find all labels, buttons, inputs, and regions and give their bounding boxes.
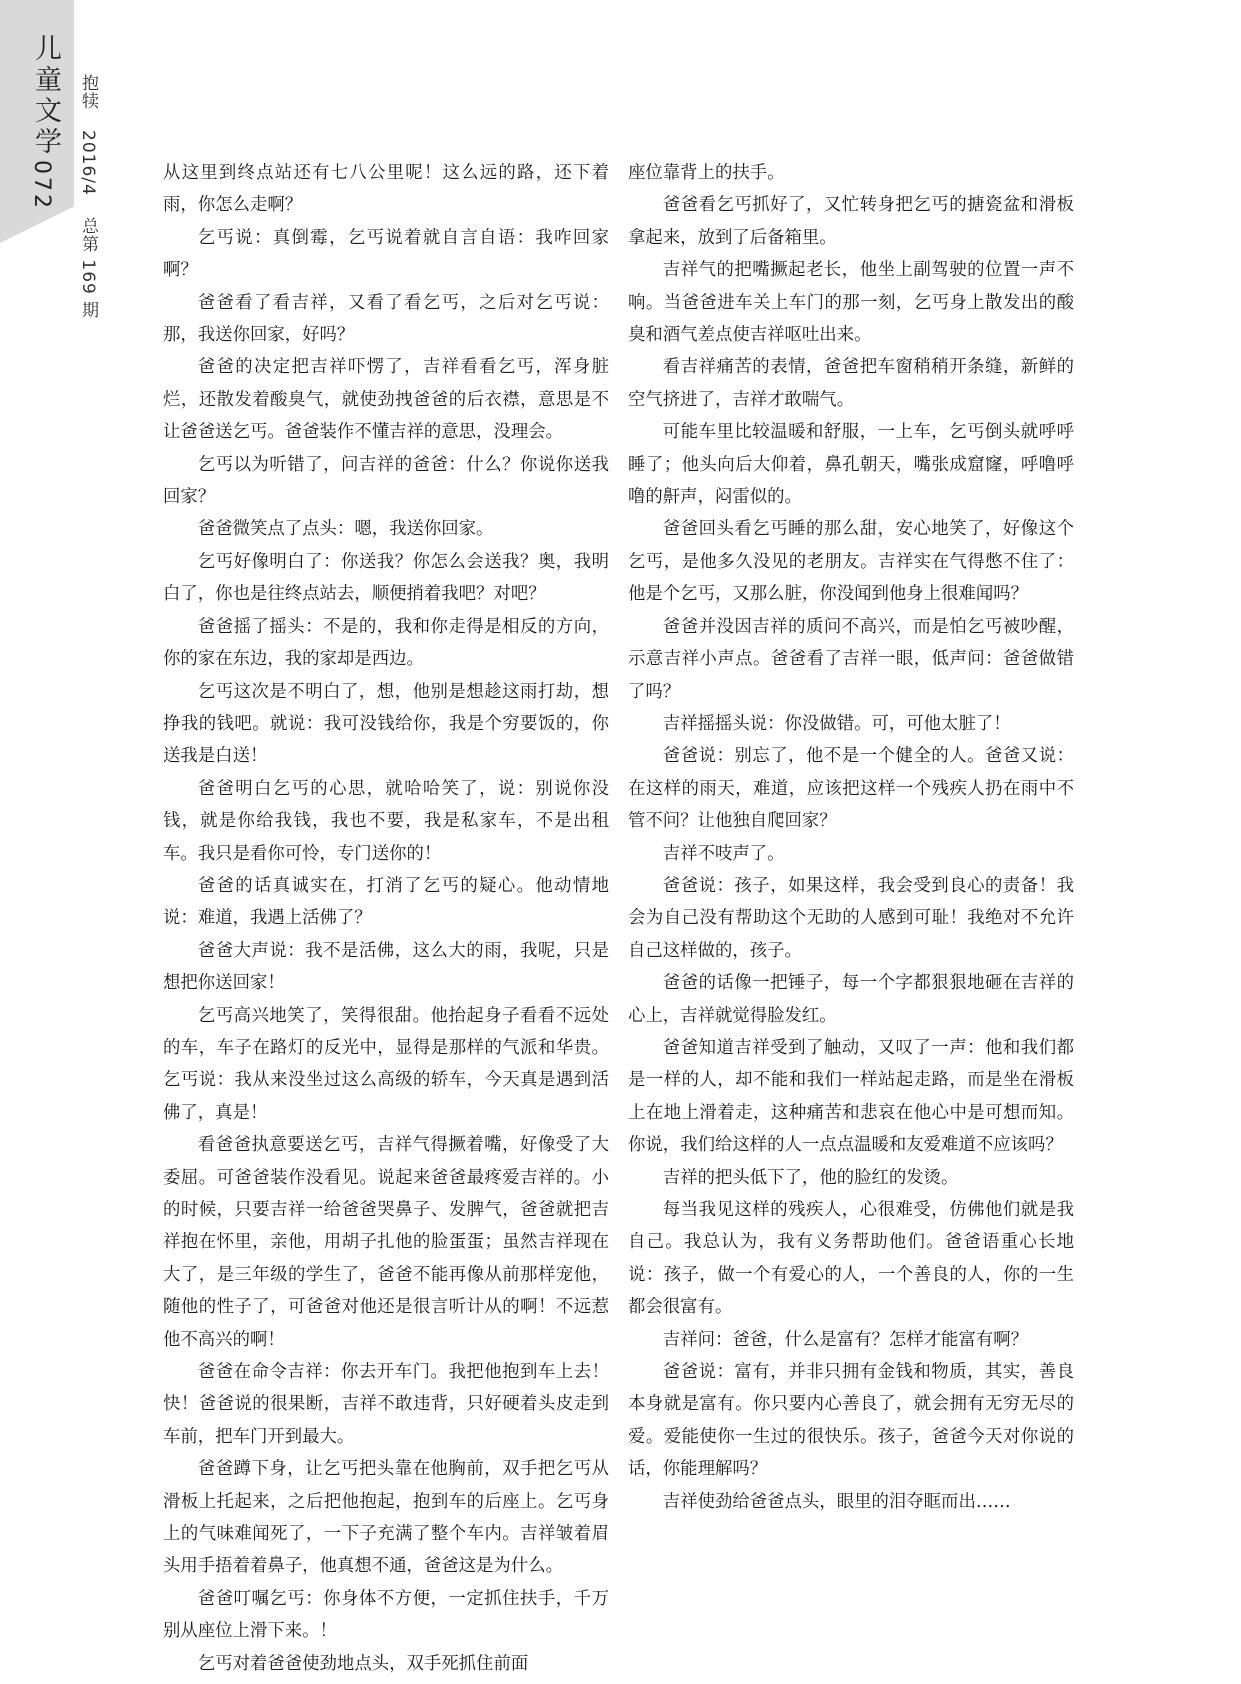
paragraph: 吉祥使劲给爸爸点头，眼里的泪夺眶而出……	[662, 1491, 1011, 1512]
section-name: 抱犊	[78, 74, 98, 110]
paragraph: 吉祥问：爸爸，什么是富有？怎样才能富有啊？	[662, 1329, 1029, 1350]
page-number: 072	[29, 160, 54, 211]
paragraph: 看爸爸执意要送乞丐，吉祥气得撅着嘴，好像受了大委屈。可爸爸装作没看见。说起来爸爸最疼爱吉祥的。小的时候，只要吉祥一给爸爸哭鼻子、发脾气，爸爸就把吉祥抱在怀里，亲他，用胡子扎他的脸蛋蛋；虽然吉祥现在大了，是三年级的学生了，爸爸不能再像从前那样宠他，随他的性子了，可爸爸对他还是很言听计从的啊！不远惹他不高兴的啊！	[163, 1135, 609, 1350]
paragraph: 爸爸看了看吉祥，又看了看乞丐，之后对乞丐说：那，我送你回家，好吗？	[163, 292, 609, 346]
paragraph: 乞丐这次是不明白了，想，他别是想趁这雨打劫，想挣我的钱吧。就说：我可没钱给你，我是个穷要饭的，你送我是白送！	[163, 681, 609, 767]
text-column-left	[163, 157, 609, 1680]
paragraph: 乞丐对着爸爸使劲地点头，双手死抓住前面	[197, 1653, 529, 1674]
paragraph: 可能车里比较温暖和舒服，一上车，乞丐倒头就呼呼睡了；他头向后大仰着，鼻孔朝天，嘴张成窟窿，呼噜呼噜的鼾声，闷雷似的。	[628, 422, 1074, 508]
paragraph: 爸爸回头看乞丐睡的那么甜，安心地笑了，好像这个乞丐，是他多久没见的老朋友。吉祥实在气得憋不住了：他是个乞丐，又那么脏，你没闻到他身上很难闻吗？	[628, 519, 1074, 605]
paragraph: 乞丐以为听错了，问吉祥的爸爸：什么？你说你送我回家？	[163, 454, 609, 508]
total-issue: 总第 169 期	[78, 216, 98, 319]
paragraph: 爸爸说：别忘了，他不是一个健全的人。爸爸又说：在这样的雨天，难道，应该把这样一个残疾人扔在雨中不管不问？让他独自爬回家？	[628, 746, 1074, 832]
paragraph: 爸爸在命令吉祥：你去开车门。我把他抱到车上去！快！爸爸说的很果断，吉祥不敢违背，只好硬着头皮走到车前，把车门开到最大。	[163, 1362, 609, 1447]
paragraph: 从这里到终点站还有七八公里呢！这么远的路，还下着雨，你怎么走啊？	[163, 163, 609, 216]
paragraph: 爸爸明白乞丐的心思，就哈哈笑了，说：别说你没钱，就是你给我钱，我也不要，我是私家车，不是出租车。我只是看你可怜，专门送你的！	[163, 778, 609, 864]
paragraph: 吉祥摇摇头说：你没做错。可，可他太脏了！	[662, 713, 1011, 734]
text-column-right	[628, 157, 1074, 1518]
paragraph: 爸爸说：富有，并非只拥有金钱和物质，其实，善良本身就是富有。你只要内心善良了，就会拥有无穷无尽的爱。爱能使你一生过的很快乐。孩子，爸爸今天对你说的话，你能理解吗？	[628, 1362, 1074, 1480]
paragraph: 爸爸叮嘱乞丐：你身体不方便，一定抓住扶手，千万别从座位上滑下来。！	[163, 1588, 609, 1642]
paragraph: 乞丐好像明白了：你送我？你怎么会送我？奥，我明白了，你也是往终点站去，顺便捎着我吧？对吧？	[163, 551, 609, 605]
issue-info	[76, 74, 101, 333]
paragraph: 乞丐高兴地笑了，笑得很甜。他抬起身子看看不远处的车，车子在路灯的反光中，显得是那样的气派和华贵。乞丐说：我从来没坐过这么高级的轿车，今天真是遇到活佛了，真是！	[163, 1005, 609, 1123]
paragraph: 吉祥不吱声了。	[662, 843, 785, 864]
issue-number: 2016/4	[78, 130, 98, 197]
paragraph: 爸爸摇了摇头：不是的，我和你走得是相反的方向，你的家在东边，我的家却是西边。	[163, 616, 609, 670]
paragraph: 爸爸大声说：我不是活佛，这么大的雨，我呢，只是想把你送回家！	[163, 940, 609, 994]
paragraph: 爸爸微笑点了点头：嗯，我送你回家。	[197, 519, 494, 540]
paragraph: 吉祥的把头低下了，他的脸红的发烫。	[662, 1167, 959, 1188]
paragraph: 爸爸的决定把吉祥吓愣了，吉祥看看乞丐，浑身脏烂，还散发着酸臭气，就使劲拽爸爸的后衣襟，意思是不让爸爸送乞丐。爸爸装作不懂吉祥的意思，没理会。	[163, 357, 609, 443]
paragraph: 爸爸说：孩子，如果这样，我会受到良心的责备！我会为自己没有帮助这个无助的人感到可耻！我绝对不允许自己这样做的，孩子。	[628, 875, 1074, 961]
paragraph: 爸爸的话真诚实在，打消了乞丐的疑心。他动情地说：难道，我遇上活佛了？	[163, 875, 609, 929]
paragraph: 爸爸蹲下身，让乞丐把头靠在他胸前，双手把乞丐从滑板上托起来，之后把他抱起，抱到车的后座上。乞丐身上的气味难闻死了，一下子充满了整个车内。吉祥皱着眉头用手捂着着鼻子，他真想不通，爸爸这是为什么。	[163, 1459, 609, 1577]
paragraph: 乞丐说：真倒霉，乞丐说着就自言自语：我咋回家啊？	[163, 227, 609, 281]
paragraph: 爸爸的话像一把锤子，每一个字都狠狠地砸在吉祥的心上，吉祥就觉得脸发红。	[628, 973, 1074, 1026]
paragraph: 吉祥气的把嘴撅起老长，他坐上副驾驶的位置一声不响。当爸爸进车关上车门的那一刻，乞丐身上散发出的酸臭和酒气差点使吉祥呕吐出来。	[628, 260, 1074, 346]
paragraph: 看吉祥痛苦的表情，爸爸把车窗稍稍开条缝，新鲜的空气挤进了，吉祥才敢喘气。	[628, 357, 1074, 410]
paragraph: 爸爸知道吉祥受到了触动，又叹了一声：他和我们都是一样的人，却不能和我们一样站起走路，而是坐在滑板上在地上滑着走，这种痛苦和悲哀在他心中是可想而知。你说，我们给这样的人一点点温暖和友爱难道不应该吗？	[628, 1037, 1074, 1156]
paragraph: 爸爸并没因吉祥的质问不高兴，而是怕乞丐被吵醒，示意吉祥小声点。爸爸看了吉祥一眼，低声问：爸爸做错了吗？	[628, 616, 1074, 702]
magazine-title: 儿童文学	[30, 34, 61, 158]
paragraph: 每当我见这样的残疾人，心很难受，仿佛他们就是我自己。我总认为，我有义务帮助他们。爸爸语重心长地说：孩子，做一个有爱心的人，一个善良的人，你的一生都会很富有。	[628, 1200, 1074, 1318]
paragraph: 爸爸看乞丐抓好了，又忙转身把乞丐的搪瓷盆和滑板拿起来，放到了后备箱里。	[628, 195, 1074, 248]
paragraph: 座位靠背上的扶手。	[628, 163, 785, 183]
